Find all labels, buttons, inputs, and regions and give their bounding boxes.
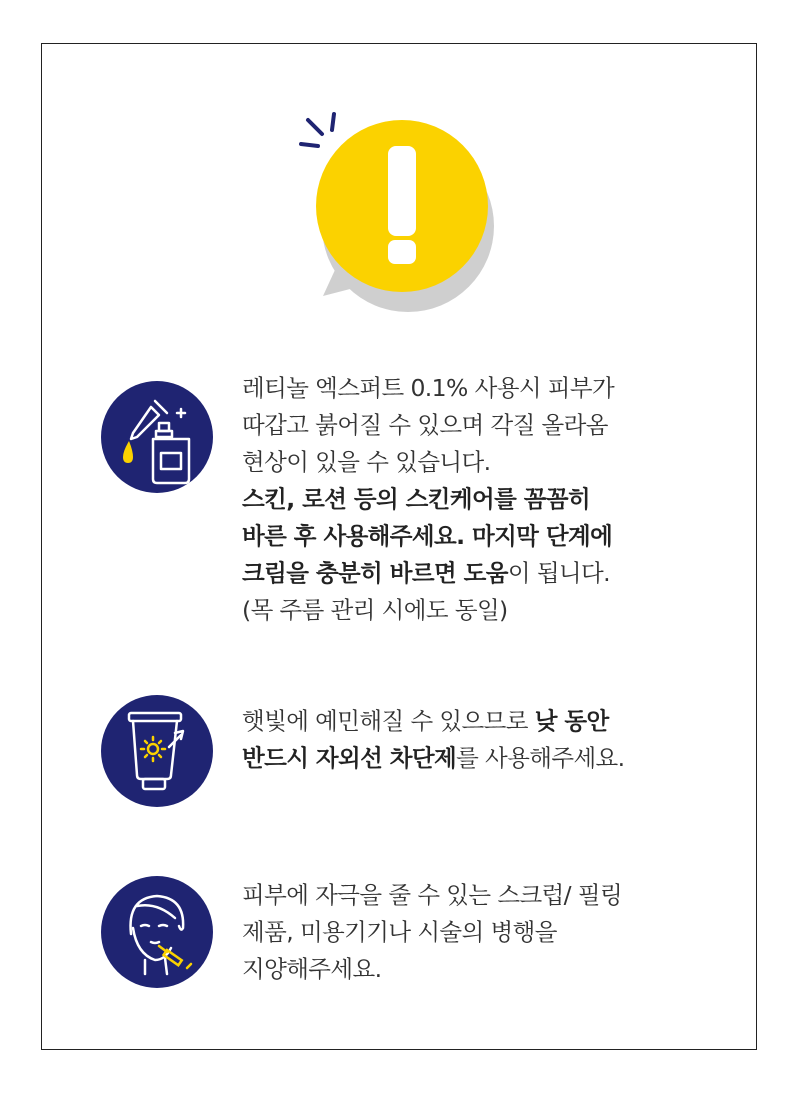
section1-line3: 현상이 있을 수 있습니다.	[242, 448, 491, 476]
section1-line5: 바른 후 사용해주세요. 마지막 단계에	[242, 522, 613, 550]
sunscreen-tube-icon	[101, 695, 213, 807]
section1-line6-rest: 이 됩니다.	[507, 559, 611, 587]
section1-line4: 스킨, 로션 등의 스킨케어를 꼼꼼히	[242, 485, 591, 513]
section1-text	[242, 370, 722, 629]
section3-line3: 지양해주세요.	[242, 955, 382, 983]
face-needle-icon	[101, 876, 213, 988]
section1-line1: 레티놀 엑스퍼트 0.1% 사용시 피부가	[242, 374, 615, 402]
section2-line1	[242, 703, 722, 740]
section2-line2	[242, 740, 722, 777]
exclamation-speech-bubble-icon	[296, 106, 506, 316]
section2-line1-bold: 낮 동안	[534, 707, 609, 735]
section2-line2-normal: 를 사용해주세요.	[456, 744, 625, 772]
dropper-bottle-icon	[101, 381, 213, 493]
section1-line2: 따갑고 붉어질 수 있으며 각질 올라옴	[242, 411, 608, 439]
section2-text	[242, 703, 722, 777]
section2-line2-bold: 반드시 자외선 차단제	[242, 744, 457, 772]
section1-line7: (목 주름 관리 시에도 동일)	[242, 596, 508, 624]
section3-text	[242, 877, 722, 988]
section2-line1-normal: 햇빛에 예민해질 수 있으므로	[242, 707, 535, 735]
section1-line6	[242, 555, 722, 592]
section3-line2: 제품, 미용기기나 시술의 병행을	[242, 918, 557, 946]
section1-line6-bold: 크림을 충분히 바르면 도움	[242, 559, 508, 587]
section3-line1: 피부에 자극을 줄 수 있는 스크럽/ 필링	[242, 881, 623, 909]
